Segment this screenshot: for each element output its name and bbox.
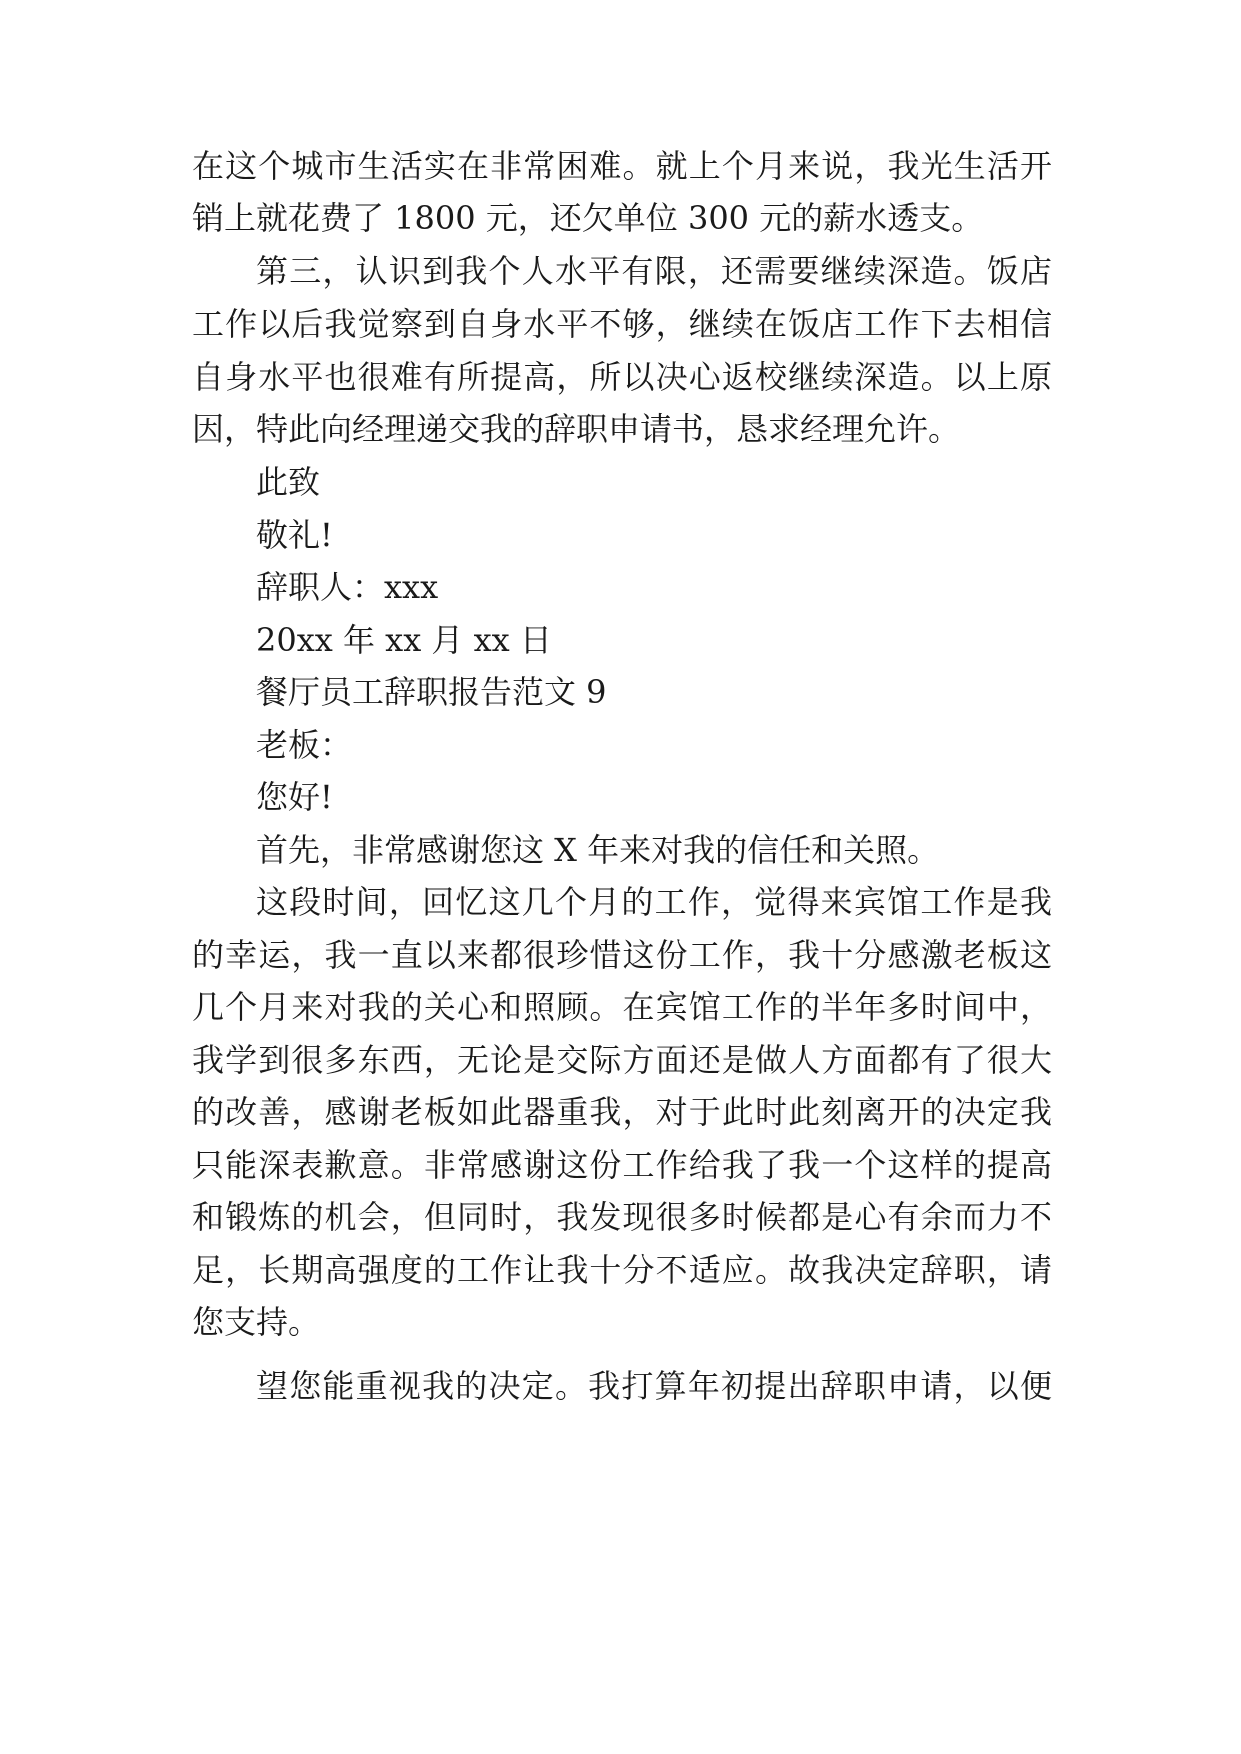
text-line: 首先，非常感谢您这 X 年来对我的信任和关照。 <box>256 831 940 869</box>
text-line: 工作以后我觉察到自身水平不够，继续在饭店工作下去相信 <box>192 305 1052 343</box>
signature-line: 辞职人：xxx <box>256 568 439 606</box>
text-line: 在这个城市生活实在非常困难。就上个月来说，我光生活开 <box>192 147 1052 185</box>
closing-respect: 敬礼! <box>256 516 333 554</box>
recipient-line: 老板： <box>256 726 353 764</box>
text-line: 您支持。 <box>192 1303 321 1341</box>
text-line: 自身水平也很难有所提高，所以决心返校继续深造。以上原 <box>192 358 1052 396</box>
text-line: 足，长期高强度的工作让我十分不适应。故我决定辞职，请 <box>192 1251 1052 1289</box>
closing-salutation: 此致 <box>256 463 321 501</box>
section-heading: 餐厅员工辞职报告范文 9 <box>256 673 607 711</box>
text-line: 和锻炼的机会，但同时，我发现很多时候都是心有余而力不 <box>192 1198 1052 1236</box>
text-line: 第三，认识到我个人水平有限，还需要继续深造。饭店 <box>256 252 1052 290</box>
text-line: 望您能重视我的决定。我打算年初提出辞职申请，以便 <box>256 1367 1052 1405</box>
text-line: 因，特此向经理递交我的辞职申请书，恳求经理允许。 <box>192 410 961 448</box>
text-line: 的改善，感谢老板如此器重我，对于此时此刻离开的决定我 <box>192 1093 1052 1131</box>
text-line: 只能深表歉意。非常感谢这份工作给我了我一个这样的提高 <box>192 1146 1052 1184</box>
text-line: 销上就花费了 1800 元，还欠单位 300 元的薪水透支。 <box>192 199 984 237</box>
text-line: 几个月来对我的关心和照顾。在宾馆工作的半年多时间中， <box>192 988 1052 1026</box>
text-line: 我学到很多东西，无论是交际方面还是做人方面都有了很大 <box>192 1041 1052 1079</box>
text-line: 的幸运，我一直以来都很珍惜这份工作，我十分感激老板这 <box>192 936 1052 974</box>
greeting-line: 您好! <box>256 778 333 816</box>
date-line: 20xx 年 xx 月 xx 日 <box>256 621 552 659</box>
text-line: 这段时间，回忆这几个月的工作，觉得来宾馆工作是我 <box>256 883 1052 921</box>
